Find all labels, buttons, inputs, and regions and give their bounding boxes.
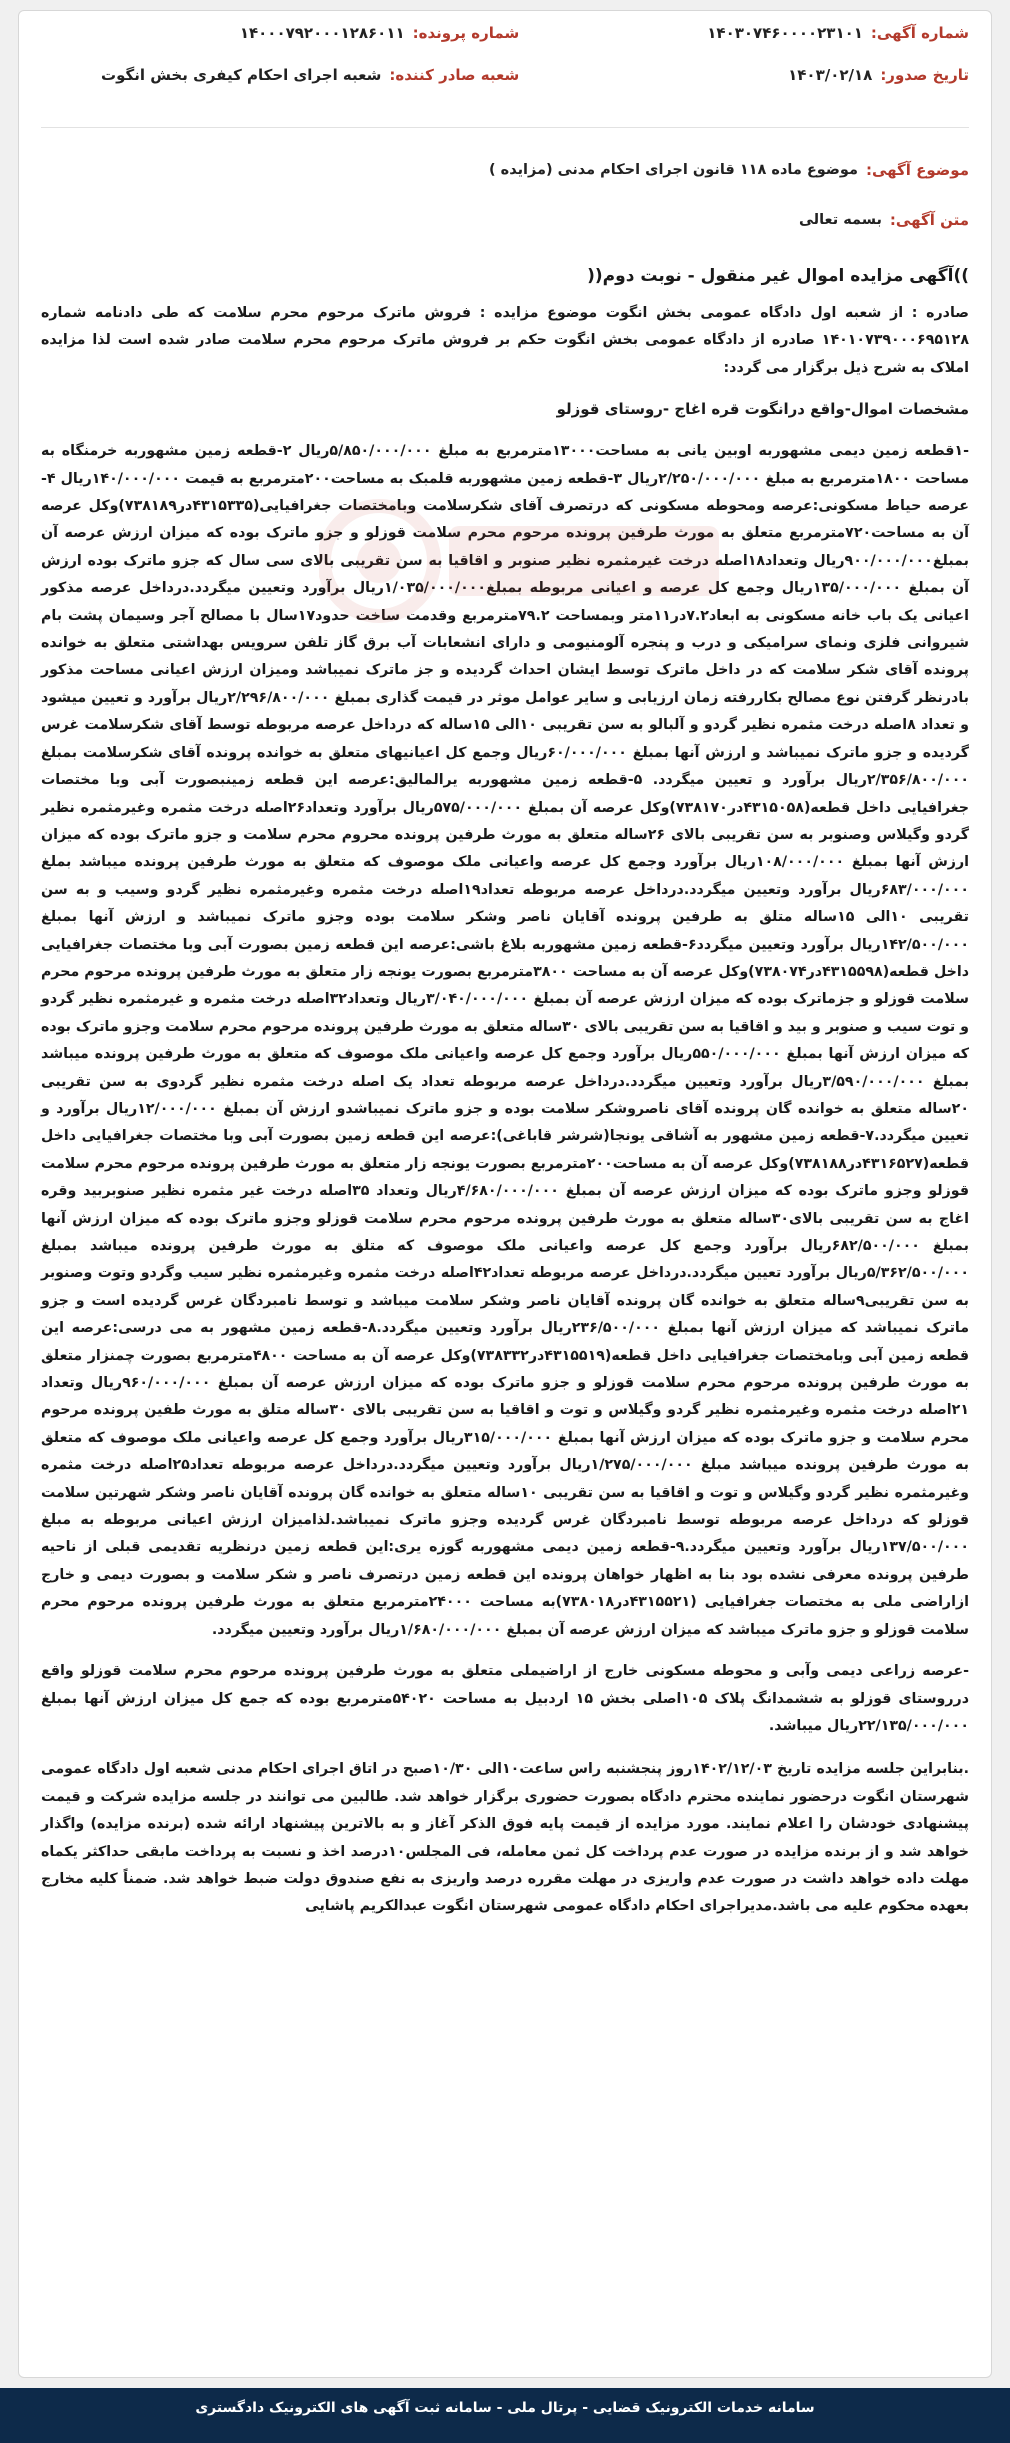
notice-card — [18, 10, 992, 2378]
case-number-row — [101, 13, 519, 53]
issue-date-label: تاریخ صدور: — [880, 66, 969, 84]
header — [41, 11, 969, 123]
issuer: شعبه اجرای احکام کیفری بخش انگوت — [101, 66, 382, 84]
ad-number: ۱۴۰۳۰۷۴۶۰۰۰۰۲۳۱۰۱ — [707, 24, 863, 42]
property-heading: مشخصات اموال-واقع درانگوت قره اغاج -روستای قوزلو — [556, 400, 969, 419]
site-footer[interactable]: سامانه خدمات الکترونیک قضایی - پرتال ملی - سامانه ثبت آگهی های الکترونیک دادگستری — [0, 2388, 1010, 2443]
ad-number-row — [707, 13, 969, 53]
header-right — [707, 11, 969, 123]
subject-value: موضوع ماده ۱۱۸ قانون اجرای احکام مدنی (مزایده ) — [488, 162, 858, 178]
issuer-row — [101, 55, 519, 95]
subject-row — [41, 148, 969, 192]
property-paragraph: -۱قطعه زمین دیمی مشهوربه اوبین یانی به مساحت۱۳۰۰۰مترمربع به مبلغ ۵/۸۵۰/۰۰۰/۰۰۰ریال ۲-قطعه زمین مشهوربه خرمنگاه به مساحت ۱۸۰۰مترمربع به مبلغ ۲/۲۵۰/۰۰۰/۰۰۰ریال ۳-قطعه زمین مشهوربه قلمبک به مساحت۲۰۰مترمربع به قیمت ۱۴۰/۰۰۰/۰۰۰ریال ۴- عرصه حیاط مسکونی:عرصه ومحوطه مسکونی که درتصرف آقای شکرسلامت وبامختصات جغرافیایی(۴۳۱۵۳۳۵در۷۳۸۱۸۹)وکل عرصه آن به مساحت۷۲۰مترمربع متعلق به مورث طرفین پرونده مرحوم محرم سلامت قوزلو و جزو ماترک بوده که میزان ارزش عرصه آن بمبلغ۹۰۰/۰۰۰/۰۰۰ریال وتعداد۱۸اصله درخت غیرمثمره نظیر صنوبر و اقاقیا به سن تقریبی بالای سی سال که جزو ماترک بوده ارزش آن بمبلغ ۱۳۵/۰۰۰/۰۰۰ریال وجمع کل عرصه و اعیانی مربوطه بمبلغ۱/۰۳۵/۰۰۰/۰۰۰ریال برآورد وتعیین میگردد.درداخل عرصه مذکور اعیانی یک باب خانه مسکونی به ابعاد۷.۲در۱۱متر وبمساحت ۷۹.۲مترمربع وقدمت ساخت حدود۱۷سال با مصالح آجر وسیمان پشت بام شیروانی فلزی ونمای سرامیکی و درب و پنجره آلومنیومی و دارای انشعابات آب برق گاز تلفن سرویس بهداشتی متعلق به خوانده پرونده آقای شکر سلامت که در داخل ماترک توسط ایشان احداث گردیده و جز ماترک نمیباشد ومیزان ارزش اعیانی مساحت مذکور بادرنظر گرفتن نوع مصالح بکاررفته زمان ارزیابی و سایر عوامل موثر در قیمت گذاری بمبلغ ۲/۲۹۶/۸۰۰/۰۰۰ریال برآورد و تعیین میشود و تعداد ۸اصله درخت مثمره نظیر گردو و آلبالو به سن تقریبی ۱۰الی ۱۵ساله که درداخل عرصه مربوطه توسط آقای شکرسلامت غرس گردیده و جزو ماترک نمیباشد و ارزش آنها بمبلغ ۶۰/۰۰۰/۰۰۰ریال وجمع کل اعیانیهای متعلق به خوانده پرونده آقای شکرسلامت بمبلغ ۲/۳۵۶/۸۰۰/۰۰۰ریال برآورد و تعیین میگردد. ۵-قطعه زمین مشهوربه یرالمالیق:عرصه این قطعه زمینبصورت آبی وبا مختصات جغرافیایی داخل قطعه(۴۳۱۵۰۵۸در۷۳۸۱۷۰)وکل عرصه آن بمبلغ ۵۷۵/۰۰۰/۰۰۰ریال برآورد وتعداد۲۶اصله درخت مثمره وغیرمثمره نظیر گردو وگیلاس وصنوبر به سن تقریبی بالای ۲۶ساله متعلق به مورث طرفین پرونده محروم محرم سلامت و جزو ماترک بوده که میزان ارزش آنها بمبلغ ۱۰۸/۰۰۰/۰۰۰ریال برآورد وجمع کل عرصه واعیانی ملک موصوف که متعلق به مورث طرفین پرونده میباشد بملغ ۶۸۳/۰۰۰/۰۰۰ریال برآورد وتعیین میگردد.درداخل عرصه مربوطه تعداد۱۹اصله درخت مثمره وغیرمثمره نظیر گردو وسیب و به سن تقریبی ۱۰الی ۱۵ساله متلق به طرفین پرونده آقایان ناصر وشکر سلامت بوده وجزو ماترک نمیباشد و ارزش آنها بمبلغ ۱۴۲/۵۰۰/۰۰۰ریال برآورد وتعیین میگردد۶-قطعه زمین مشهوربه بلاغ باشی:عرصه این قطعه زمین بصورت آبی وبا مختصات جغرافیایی داخل قطعه(۴۳۱۵۵۹۸در۷۳۸۰۷۴)وکل عرصه آن به مساحت ۳۸۰۰مترمربع بصورت یونجه زار متعلق به مورث طرفین پرونده مرحوم محرم سلامت قوزلو و جزماترک بوده که میزان ارزش عرصه آن بمبلغ ۳/۰۴۰/۰۰۰/۰۰۰ریال وتعداد۳۲اصله درخت مثمره و غیرمثمره نظیر گردو و توت سیب و صنوبر و بید و اقاقیا به سن تقریبی بالای ۳۰ساله متعلق به مورث طرفین پرونده مرحوم محرم سلامت وجزو ماترک بوده که میزان ارزش آنها بمبلغ ۵۵۰/۰۰۰/۰۰۰ریال برآورد وجمع کل عرصه واعیانی ملک موصوف که متعلق به مورث طرفین پرونده میباشد بمبلغ ۳/۵۹۰/۰۰۰/۰۰۰ریال برآورد وتعیین میگردد.درداخل عرصه مربوطه تعداد یک اصله درخت مثمره نظیر گردوی به سن تقریبی ۲۰ساله متعلق به خوانده گان پرونده آقای ناصروشکر سلامت بوده و جزو ماترک نمیباشدو ارزش آن بمبلغ ۱۲/۰۰۰/۰۰۰ریال برآورد و تعیین میگردد.۷-قطعه زمین مشهور به آشاقی یونجا(شرشر قاباغی):عرصه این قطعه زمین بصورت آبی وبا مختصات جغرافیایی داخل قطعه(۴۳۱۶۵۲۷در۷۳۸۱۸۸)وکل عرصه آن به مساحت۲۰۰مترمربع بصورت یونجه زار متعلق به مورث طرفین پرونده مرحوم محرم سلامت قوزلو وجزو ماترک بوده که میزان ارزش عرصه آن بمبلغ ۴/۶۸۰/۰۰۰/۰۰۰ریال وتعداد ۳۵اصله درخت غیر مثمره نظیر صنوبربید وقره اغاج به سن تقریبی بالای۳۰ساله متعلق به مورث طرفین پرونده مرحوم محرم سلامت قوزلو وجزو ماترک بوده که میزان ارزش آنها بمبلغ ۶۸۲/۵۰۰/۰۰۰ریال برآورد وجمع کل عرصه واعیانی ملک موصوف که متلق به مورث طرفین پرونده میباشد بمبلغ ۵/۳۶۲/۵۰۰/۰۰۰ریال برآورد تعیین میگردد.درداخل عرصه مربوطه تعداد۴۲اصله درخت مثمره وغیرمثمره نظیر سیب وگردو وتوت وصنوبر به سن تقریبی۹ساله متعلق به خوانده گان پرونده آقایان ناصر وشکر سلامت میباشد و توسط نامبردگان غرس گردیده است و جزو ماترک نمیباشد که میزان ارزش آنها بمبلغ ۲۳۶/۵۰۰/۰۰۰ریال برآورد وتعیین میگردد.۸-قطعه زمین مشهور به می درسی:عرصه این قطعه زمین آبی وبامختصات جغرافیایی داخل قطعه(۴۳۱۵۵۱۹در۷۳۸۳۳۲)وکل عرصه آن به مساحت ۴۸۰۰مترمربع بصورت چمنزار متعلق به مورث طرفین پرونده مرحوم محرم سلامت قوزلو و جزو ماترک بوده که میزان ارزش عرصه آن بمبلغ ۹۶۰/۰۰۰/۰۰۰ریال وتعداد ۲۱اصله درخت مثمره وغیرمثمره نظیر گردو وگیلاس و توت و اقاقیا به سن تقریبی بالای ۳۰ساله متلق به مورث طفین پرونده مرحوم محرم سلامت و جزو ماترک بوده که میزان ارزش آنها بمبلغ ۳۱۵/۰۰۰/۰۰۰ریال برآورد وجمع کل عرصه واعیانی ملک موصوف که متعلق به مورث طرفین پرونده میباشد مبلغ ۱/۲۷۵/۰۰۰/۰۰۰ریال برآورد وتعیین میگردد.درداخل عرصه مربوطه تعداد۲۵اصله درخت مثمره وغیرمثمره نظیر گردو وگیلاس و توت و اقاقیا به سن تقریبی ۱۰ساله متعلق به خوانده گان پرونده آقایان ناصر وشکر شهرتین سلامت قوزلو که درداخل عرصه مربوطه توسط نامبردگان غرس گردیده وجزو ماترک نمیباشد.لذامیزان ارزش اعیانی مربوطه به مبلغ ۱۳۷/۵۰۰/۰۰۰ریال برآورد وتعیین میگردد.۹-قطعه زمین دیمی مشهوربه گوزه یری:این قطعه زمین درنظریه تقدیمی قبلی از ناحیه طرفین پرونده معرفی نشده بود بنا به اظهار خواهان پرونده این قطعه زمین درتصرف ناصر و شکر سلامت و بصورت دیمی و خارج ازاراضی ملی به مختصات جغرافیایی (۴۳۱۵۵۲۱در۷۳۸۰۱۸)به مساحت ۲۴۰۰۰مترمربع متعلق به مورث طرفین پرونده مرحوم محرم سلامت قوزلو و جزو ماترک میباشد که میزان ارزش عرصه آن بمبلغ ۱/۶۸۰/۰۰۰/۰۰۰ریال برآورد وتعیین میگردد. — [41, 443, 970, 1638]
doc-title: ))آگهی مزایده اموال غیر منقول - نوبت دوم(( — [587, 266, 969, 286]
header-left — [101, 11, 519, 123]
issuer-label: شعبه صادر کننده: — [389, 66, 520, 84]
case-number-label: شماره پرونده: — [412, 24, 520, 42]
item-10-paragraph: -عرصه زراعی دیمی وآبی و محوطه مسکونی خارج از اراضیملی متعلق به مورث طرفین پرونده مرحوم محرم سلامت قوزلو واقع درروستای قوزلو به ششمدانگ پلاک ۱۰۵اصلی بخش ۱۵ اردبیل به مساحت ۵۴۰۲۰مترمربع بوده که جمع کل میزان ارزش آنها بمبلغ ۲۲/۱۳۵/۰۰۰/۰۰۰ریال میباشد. — [41, 1663, 969, 1734]
subject-label: موضوع آگهی: — [865, 161, 969, 179]
header-divider — [41, 127, 969, 128]
issue-date: ۱۴۰۳/۰۲/۱۸ — [788, 66, 873, 84]
body-label-value: بسمه تعالی — [798, 212, 882, 228]
body-label: متن آگهی: — [889, 211, 969, 229]
issue-date-row — [707, 55, 969, 95]
closing-paragraph: .بنابراین جلسه مزایده تاریخ ۱۴۰۲/۱۲/۰۳روز پنجشنبه راس ساعت۱۰الی ۱۰/۳۰صبح در اتاق اجرای احکام مدنی شعبه اول دادگاه عمومی شهرستان انگوت درحضور نماینده محترم دادگاه بصورت حضوری برگزار خواهد شد. طالبین می توانند در جلسه مزایده شرکت و قیمت پیشنهادی خودشان را اعلام نمایند. مورد مزایده از قیمت پایه فوق الذکر آغاز و به بالاترین پیشنهاد ارائه شده (برنده مزایده) واگذار خواهد شد و از برنده مزایده در صورت عدم پرداخت کل ثمن معامله، فی المجلس۱۰درصد اخذ و نسبت به پرداخت مابقی حداکثر یکماه مهلت داده خواهد داشت در صورت عدم واریزی در مهلت مقرره درصد واریزی به نفع صندوق دولت ضبط خواهد شد. ضمناً کلیه مخارج بعهده محکوم علیه می باشد.مدیراجرای احکام دادگاه عمومی شهرستان انگوت عبدالکریم پاشایی — [41, 1761, 969, 1915]
intro-paragraph: صادره : از شعبه اول دادگاه عمومی بخش انگوت موضوع مزایده : فروش ماترک مرحوم محرم سلامت که طی دادنامه شماره ۱۴۰۱۰۷۳۹۰۰۰۶۹۵۱۲۸ صادره از دادگاه عمومی بخش انگوت حکم بر فروش ماترک مرحوم محرم سلامت صادر شده است لذا مزایده املاک به شرح ذیل برگزار می گردد: — [41, 305, 969, 376]
ad-number-label: شماره آگهی: — [870, 24, 969, 42]
body-label-row — [41, 198, 969, 242]
case-number: ۱۴۰۰۰۷۹۲۰۰۰۱۲۸۶۰۱۱ — [239, 24, 405, 42]
